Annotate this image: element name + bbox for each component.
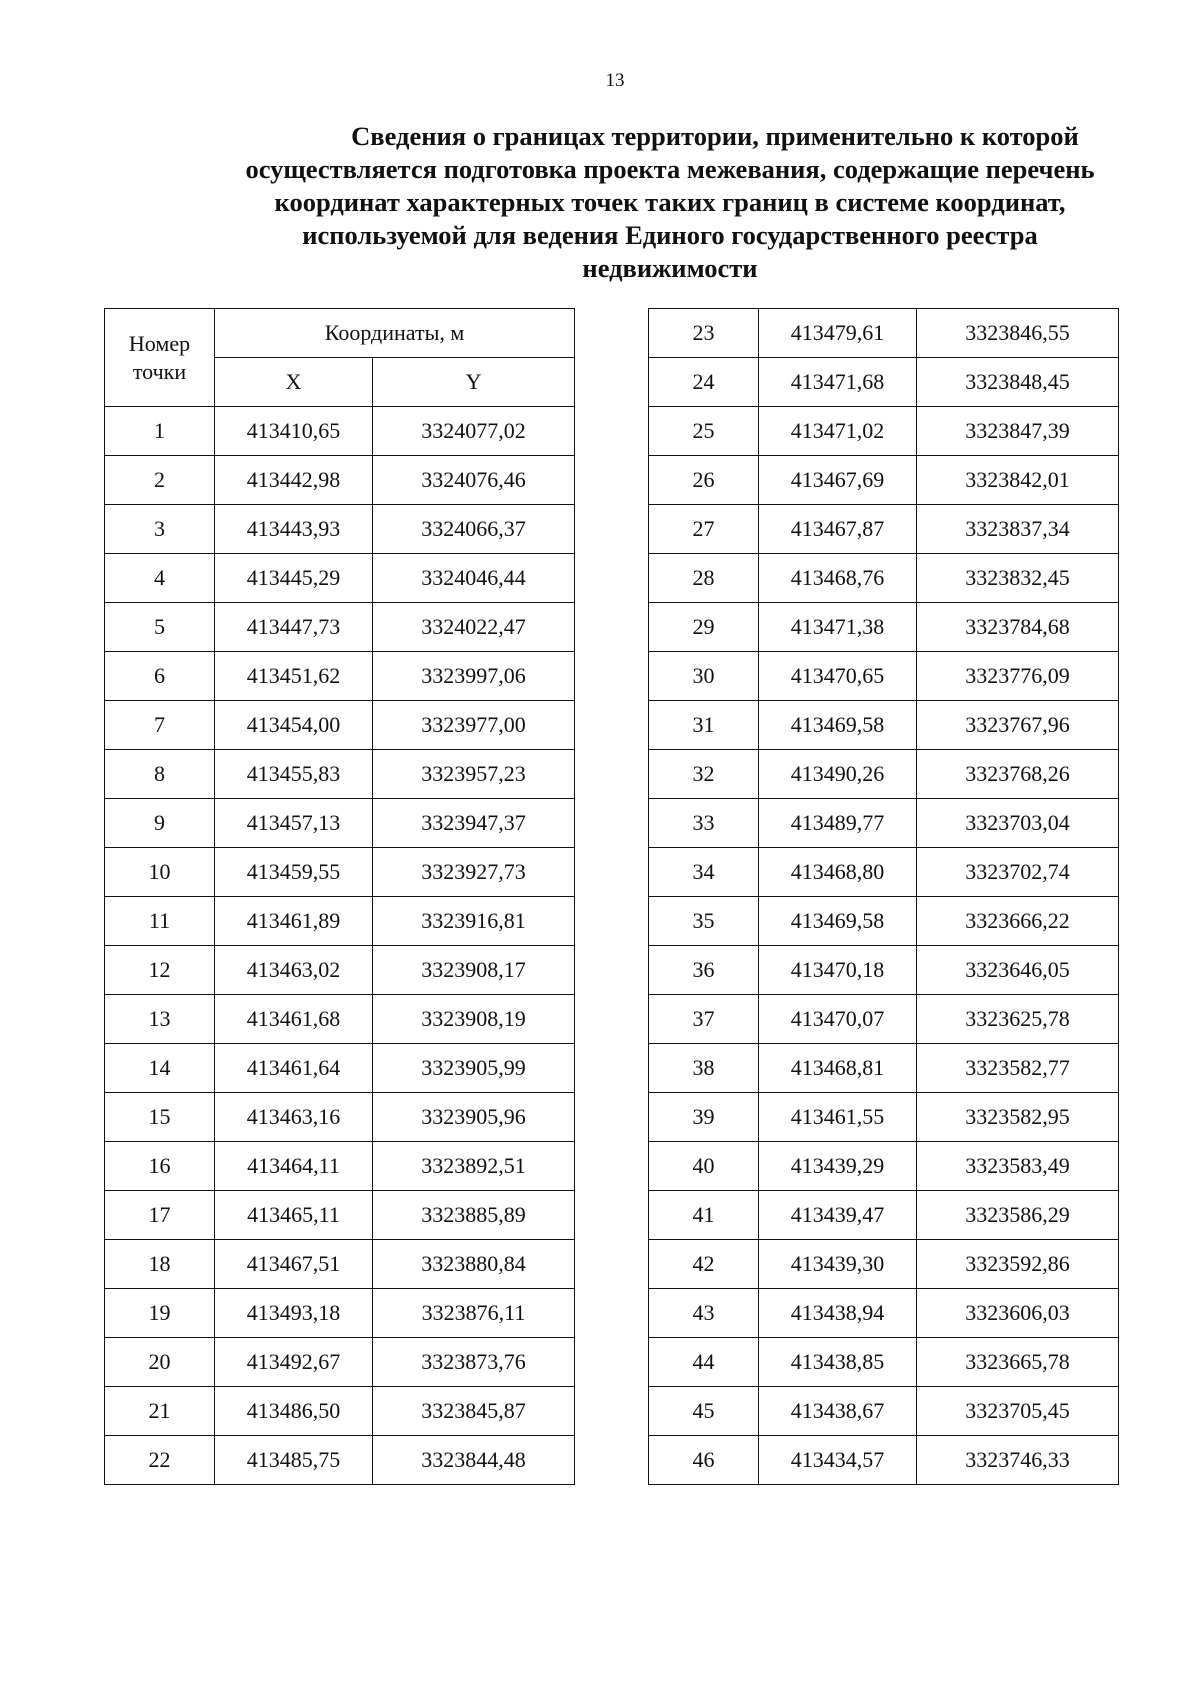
x-coordinate-cell: 413434,57 (759, 1436, 917, 1485)
x-coordinate-cell: 413438,67 (759, 1387, 917, 1436)
point-number-cell: 17 (105, 1191, 215, 1240)
page-number: 13 (605, 70, 625, 91)
y-coordinate-cell: 3323625,78 (917, 995, 1119, 1044)
y-coordinate-cell: 3323977,00 (373, 701, 575, 750)
x-coordinate-cell: 413470,18 (759, 946, 917, 995)
table-row (105, 750, 575, 799)
y-coordinate-cell: 3323846,55 (917, 309, 1119, 358)
point-number-header-line1: Номер (128, 330, 191, 356)
table-row (105, 848, 575, 897)
point-number-cell: 14 (105, 1044, 215, 1093)
table-row (105, 1387, 575, 1436)
y-coordinate-cell: 3324066,37 (373, 505, 575, 554)
table-row (649, 1387, 1119, 1436)
table-row (649, 456, 1119, 505)
y-header: Y (373, 358, 575, 407)
table-row (105, 1044, 575, 1093)
table-row (105, 1436, 575, 1485)
y-coordinate-cell: 3323876,11 (373, 1289, 575, 1338)
x-coordinate-cell: 413439,30 (759, 1240, 917, 1289)
table-row (649, 1240, 1119, 1289)
x-coordinate-cell: 413469,58 (759, 701, 917, 750)
point-number-cell: 24 (649, 358, 759, 407)
table-row (105, 407, 575, 456)
point-number-cell: 4 (105, 554, 215, 603)
point-number-cell: 36 (649, 946, 759, 995)
y-coordinate-cell: 3323767,96 (917, 701, 1119, 750)
y-coordinate-cell: 3323885,89 (373, 1191, 575, 1240)
x-coordinate-cell: 413442,98 (215, 456, 373, 505)
table-row (649, 1338, 1119, 1387)
table-row (649, 701, 1119, 750)
point-number-cell: 6 (105, 652, 215, 701)
point-number-cell: 31 (649, 701, 759, 750)
table-row (649, 407, 1119, 456)
point-number-cell: 3 (105, 505, 215, 554)
table-row (649, 554, 1119, 603)
y-coordinate-cell: 3323702,74 (917, 848, 1119, 897)
y-coordinate-cell: 3323646,05 (917, 946, 1119, 995)
y-coordinate-cell: 3323665,78 (917, 1338, 1119, 1387)
point-number-cell: 22 (105, 1436, 215, 1485)
point-number-cell: 26 (649, 456, 759, 505)
x-coordinate-cell: 413463,02 (215, 946, 373, 995)
point-number-cell: 19 (105, 1289, 215, 1338)
x-coordinate-cell: 413451,62 (215, 652, 373, 701)
y-coordinate-cell: 3323892,51 (373, 1142, 575, 1191)
heading-line: недвижимости (582, 253, 758, 283)
x-coordinate-cell: 413469,58 (759, 897, 917, 946)
y-coordinate-cell: 3323848,45 (917, 358, 1119, 407)
table-row (105, 799, 575, 848)
point-number-cell: 37 (649, 995, 759, 1044)
y-coordinate-cell: 3323927,73 (373, 848, 575, 897)
x-coordinate-cell: 413438,85 (759, 1338, 917, 1387)
coordinates-header: Координаты, м (215, 309, 575, 358)
y-coordinate-cell: 3323583,49 (917, 1142, 1119, 1191)
table-row (105, 897, 575, 946)
point-number-cell: 13 (105, 995, 215, 1044)
y-coordinate-cell: 3323947,37 (373, 799, 575, 848)
point-number-cell: 41 (649, 1191, 759, 1240)
table-row (105, 1093, 575, 1142)
table-row (649, 1142, 1119, 1191)
heading-line: осуществляется подготовка проекта межевания, содержащие перечень (245, 154, 1095, 184)
y-coordinate-cell: 3323908,19 (373, 995, 575, 1044)
point-number-header (105, 309, 215, 407)
y-coordinate-cell: 3323666,22 (917, 897, 1119, 946)
point-number-cell: 20 (105, 1338, 215, 1387)
table-row (105, 701, 575, 750)
y-coordinate-cell: 3324046,44 (373, 554, 575, 603)
x-coordinate-cell: 413438,94 (759, 1289, 917, 1338)
x-coordinate-cell: 413470,65 (759, 652, 917, 701)
y-coordinate-cell: 3323842,01 (917, 456, 1119, 505)
coordinates-table-left (104, 308, 575, 1485)
coordinates-table-right (648, 308, 1119, 1485)
x-coordinate-cell: 413455,83 (215, 750, 373, 799)
table-row (649, 1044, 1119, 1093)
point-number-cell: 9 (105, 799, 215, 848)
y-coordinate-cell: 3323606,03 (917, 1289, 1119, 1338)
table-row (105, 1142, 575, 1191)
x-coordinate-cell: 413443,93 (215, 505, 373, 554)
y-coordinate-cell: 3323997,06 (373, 652, 575, 701)
x-coordinate-cell: 413465,11 (215, 1191, 373, 1240)
table-row (649, 897, 1119, 946)
x-coordinate-cell: 413471,68 (759, 358, 917, 407)
y-coordinate-cell: 3323845,87 (373, 1387, 575, 1436)
x-coordinate-cell: 413464,11 (215, 1142, 373, 1191)
x-coordinate-cell: 413410,65 (215, 407, 373, 456)
y-coordinate-cell: 3323582,95 (917, 1093, 1119, 1142)
table-row (105, 995, 575, 1044)
table-row (649, 652, 1119, 701)
point-number-header-line2: точки (132, 358, 187, 384)
table-row (105, 1338, 575, 1387)
table-row (105, 456, 575, 505)
y-coordinate-cell: 3324076,46 (373, 456, 575, 505)
point-number-cell: 43 (649, 1289, 759, 1338)
point-number-cell: 38 (649, 1044, 759, 1093)
x-coordinate-cell: 413461,55 (759, 1093, 917, 1142)
point-number-cell: 40 (649, 1142, 759, 1191)
table-row (649, 750, 1119, 799)
table-row (105, 946, 575, 995)
table-row (649, 1093, 1119, 1142)
table-row (105, 554, 575, 603)
x-coordinate-cell: 413490,26 (759, 750, 917, 799)
point-number-cell: 45 (649, 1387, 759, 1436)
point-number-cell: 8 (105, 750, 215, 799)
table-row (649, 995, 1119, 1044)
point-number-cell: 46 (649, 1436, 759, 1485)
y-coordinate-cell: 3323916,81 (373, 897, 575, 946)
y-coordinate-cell: 3323776,09 (917, 652, 1119, 701)
point-number-cell: 30 (649, 652, 759, 701)
point-number-cell: 21 (105, 1387, 215, 1436)
y-coordinate-cell: 3323768,26 (917, 750, 1119, 799)
x-coordinate-cell: 413463,16 (215, 1093, 373, 1142)
heading-line: Сведения о границах территории, применительно к которой (351, 121, 1079, 151)
point-number-cell: 12 (105, 946, 215, 995)
table-row (105, 1289, 575, 1338)
point-number-cell: 23 (649, 309, 759, 358)
table-row (649, 603, 1119, 652)
y-coordinate-cell: 3323905,99 (373, 1044, 575, 1093)
y-coordinate-cell: 3323873,76 (373, 1338, 575, 1387)
x-coordinate-cell: 413467,87 (759, 505, 917, 554)
point-number-cell: 2 (105, 456, 215, 505)
table-row (105, 603, 575, 652)
x-coordinate-cell: 413492,67 (215, 1338, 373, 1387)
table-row (649, 799, 1119, 848)
table-row (649, 1191, 1119, 1240)
y-coordinate-cell: 3323837,34 (917, 505, 1119, 554)
table-row (105, 1191, 575, 1240)
point-number-cell: 32 (649, 750, 759, 799)
y-coordinate-cell: 3323844,48 (373, 1436, 575, 1485)
y-coordinate-cell: 3324077,02 (373, 407, 575, 456)
x-coordinate-cell: 413468,80 (759, 848, 917, 897)
x-coordinate-cell: 413489,77 (759, 799, 917, 848)
x-coordinate-cell: 413467,51 (215, 1240, 373, 1289)
table-row (649, 505, 1119, 554)
x-coordinate-cell: 413493,18 (215, 1289, 373, 1338)
heading-line: координат характерных точек таких границ в системе координат, (274, 187, 1066, 217)
x-coordinate-cell: 413454,00 (215, 701, 373, 750)
point-number-cell: 18 (105, 1240, 215, 1289)
y-coordinate-cell: 3323586,29 (917, 1191, 1119, 1240)
y-coordinate-cell: 3323905,96 (373, 1093, 575, 1142)
point-number-cell: 7 (105, 701, 215, 750)
table-row (649, 1436, 1119, 1485)
table-row (105, 1240, 575, 1289)
point-number-cell: 28 (649, 554, 759, 603)
x-coordinate-cell: 413479,61 (759, 309, 917, 358)
x-coordinate-cell: 413468,81 (759, 1044, 917, 1093)
x-coordinate-cell: 413467,69 (759, 456, 917, 505)
y-coordinate-cell: 3323705,45 (917, 1387, 1119, 1436)
point-number-cell: 29 (649, 603, 759, 652)
point-number-cell: 25 (649, 407, 759, 456)
x-coordinate-cell: 413447,73 (215, 603, 373, 652)
table-row (649, 946, 1119, 995)
x-coordinate-cell: 413457,13 (215, 799, 373, 848)
y-coordinate-cell: 3323784,68 (917, 603, 1119, 652)
y-coordinate-cell: 3323592,86 (917, 1240, 1119, 1289)
table-row (105, 505, 575, 554)
x-coordinate-cell: 413439,47 (759, 1191, 917, 1240)
y-coordinate-cell: 3323582,77 (917, 1044, 1119, 1093)
table-row (649, 358, 1119, 407)
point-number-cell: 39 (649, 1093, 759, 1142)
table-row (649, 309, 1119, 358)
x-coordinate-cell: 413471,02 (759, 407, 917, 456)
table-row (649, 848, 1119, 897)
point-number-cell: 15 (105, 1093, 215, 1142)
x-coordinate-cell: 413445,29 (215, 554, 373, 603)
point-number-cell: 35 (649, 897, 759, 946)
x-header: X (215, 358, 373, 407)
y-coordinate-cell: 3323832,45 (917, 554, 1119, 603)
table-row (105, 652, 575, 701)
point-number-cell: 33 (649, 799, 759, 848)
x-coordinate-cell: 413471,38 (759, 603, 917, 652)
point-number-cell: 1 (105, 407, 215, 456)
x-coordinate-cell: 413468,76 (759, 554, 917, 603)
document-heading (190, 120, 1150, 285)
x-coordinate-cell: 413486,50 (215, 1387, 373, 1436)
y-coordinate-cell: 3323957,23 (373, 750, 575, 799)
x-coordinate-cell: 413461,89 (215, 897, 373, 946)
point-number-cell: 10 (105, 848, 215, 897)
point-number-cell: 11 (105, 897, 215, 946)
y-coordinate-cell: 3324022,47 (373, 603, 575, 652)
point-number-cell: 34 (649, 848, 759, 897)
point-number-cell: 42 (649, 1240, 759, 1289)
y-coordinate-cell: 3323908,17 (373, 946, 575, 995)
point-number-cell: 5 (105, 603, 215, 652)
point-number-cell: 44 (649, 1338, 759, 1387)
x-coordinate-cell: 413485,75 (215, 1436, 373, 1485)
y-coordinate-cell: 3323746,33 (917, 1436, 1119, 1485)
point-number-cell: 16 (105, 1142, 215, 1191)
heading-line: используемой для ведения Единого государственного реестра (302, 220, 1038, 250)
y-coordinate-cell: 3323847,39 (917, 407, 1119, 456)
x-coordinate-cell: 413459,55 (215, 848, 373, 897)
point-number-cell: 27 (649, 505, 759, 554)
y-coordinate-cell: 3323703,04 (917, 799, 1119, 848)
x-coordinate-cell: 413461,64 (215, 1044, 373, 1093)
x-coordinate-cell: 413470,07 (759, 995, 917, 1044)
x-coordinate-cell: 413439,29 (759, 1142, 917, 1191)
table-row (649, 1289, 1119, 1338)
x-coordinate-cell: 413461,68 (215, 995, 373, 1044)
y-coordinate-cell: 3323880,84 (373, 1240, 575, 1289)
